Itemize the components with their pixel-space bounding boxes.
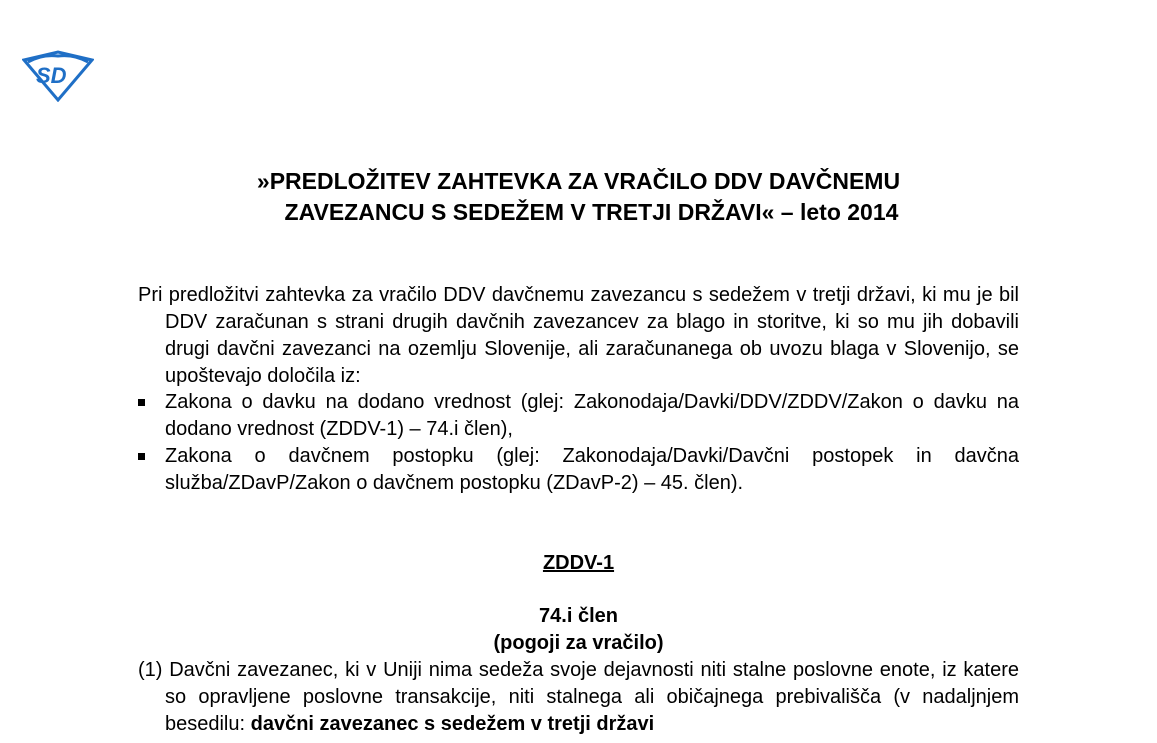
paragraph-text: (1) Davčni zavezanec, ki v Uniji nima sedeža svoje dejavnosti niti stalne poslovne enote, iz katere so opravljene poslovne transakcije, niti stalnega ali običajnega prebivališča (v nadaljnjem besedilu: <box>138 659 1019 735</box>
svg-text:SD: SD <box>36 63 67 88</box>
section-heading: ZDDV-1 <box>542 552 615 574</box>
bullet-list <box>138 389 1019 497</box>
bullet-square-icon <box>138 453 145 460</box>
article-paragraph-1 <box>138 657 1019 738</box>
sd-logo-icon <box>22 50 94 102</box>
bullet-text: Zakona o davku na dodano vrednost (glej: Zakonodaja/Davki/DDV/ZDDV/Zakon o davku na dodano vrednost (ZDDV-1) – 74.i člen), <box>165 391 1019 440</box>
article-number: 74.i člen <box>539 605 618 627</box>
bullet-square-icon <box>138 399 145 406</box>
intro-text: Pri predložitvi zahtevka za vračilo DDV davčnemu zavezancu s sedežem v tretji državi, ki mu je bil DDV zaračunan s strani drugih davčnih zavezancev za blago in storitve, ki so mu jih dobavili drugi davčni zavezanci na ozemlju Slovenije, ali zaračunanega ob uvozu blaga v Slovenijo, se upoštevajo določila iz: <box>138 284 1019 387</box>
bullet-text: Zakona o davčnem postopku (glej: Zakonodaja/Davki/Davčni postopek in davčna služba/ZDavP/Zakon o davčnem postopku (ZDavP-2) – 45. člen). <box>165 445 1019 494</box>
intro-paragraph <box>138 282 1019 390</box>
paragraph-bold-text: davčni zavezanec s sedežem v tretji državi <box>250 713 655 735</box>
article-title: (pogoji za vračilo) <box>493 632 664 654</box>
title-line-2: ZAVEZANCU S SEDEŽEM V TRETJI DRŽAVI« – leto 2014 <box>284 199 899 225</box>
list-item <box>138 443 1019 497</box>
list-item <box>138 389 1019 443</box>
document-title <box>0 166 1157 228</box>
title-line-1: »PREDLOŽITEV ZAHTEVKA ZA VRAČILO DDV DAVČNEMU <box>256 168 901 194</box>
